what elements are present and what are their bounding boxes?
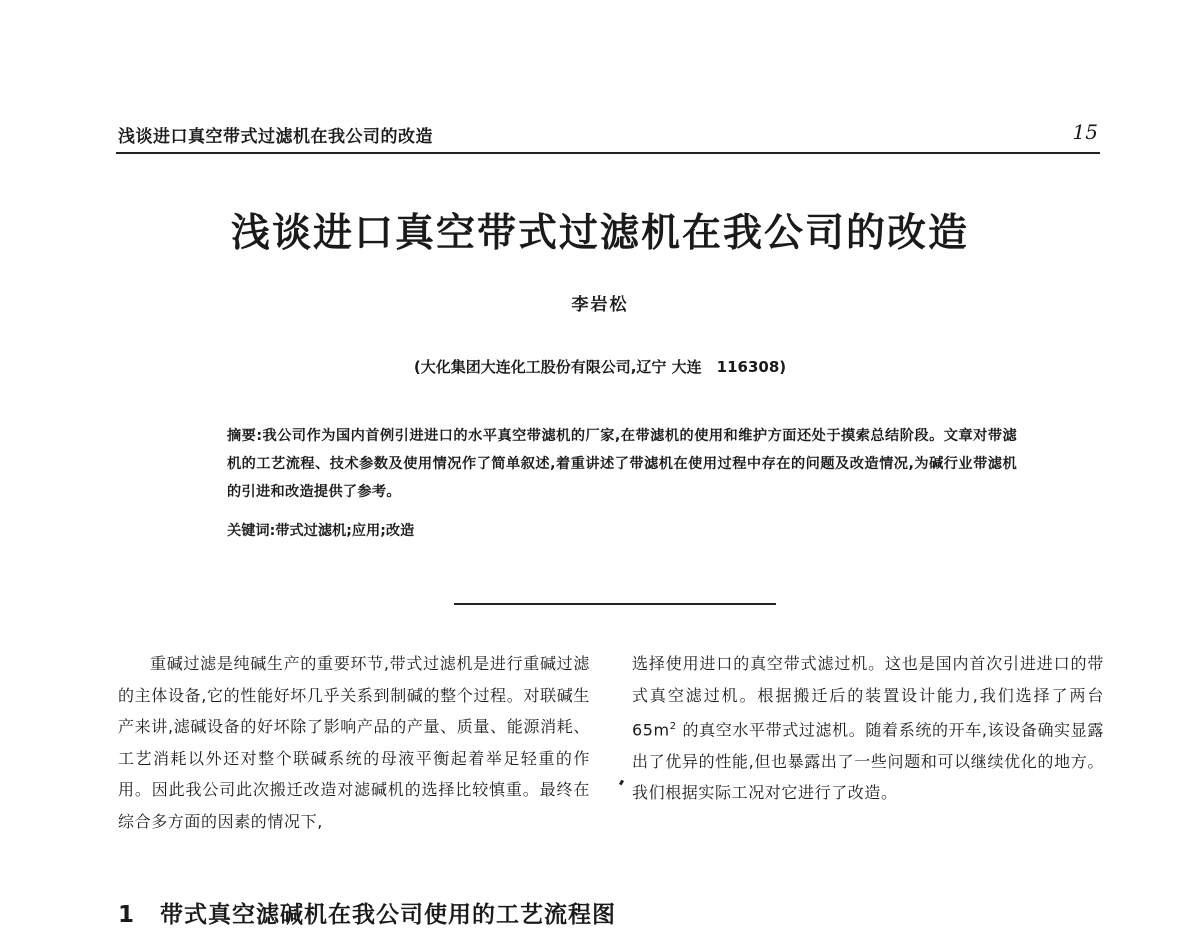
article-title: 浅谈进口真空带式过滤机在我公司的改造: [230, 210, 969, 256]
keywords-text: 带式过滤机;应用;改造: [275, 523, 415, 539]
running-head: [118, 122, 1100, 146]
body-paragraph-left: 重碱过滤是纯碱生产的重要环节,带式过滤机是进行重碱过滤的主体设备,它的性能好坏几乎关系到制碱的整个过程。对联碱生产来讲,滤碱设备的好坏除了影响产品的产量、质量、能源消耗、工艺消耗以外还对整个联碱系统的母液平衡起着举足轻重的作用。因此我公司此次搬迁改造对滤碱机的选择比较慎重。最终在综合多方面的因素的情况下,: [118, 654, 590, 831]
superscript-2: 2: [669, 721, 677, 732]
body-paragraph-right: [632, 648, 1104, 809]
page-number: 15: [1072, 120, 1098, 144]
body-column-left: [118, 648, 590, 837]
body-column-right: [632, 648, 1104, 809]
section-heading: [118, 896, 616, 929]
section-number: 1: [118, 902, 136, 928]
author-name: 李岩松: [571, 295, 629, 315]
section-title: 带式真空滤碱机在我公司使用的工艺流程图: [160, 902, 616, 928]
abstract-text: 我公司作为国内首例引进进口的水平真空带滤机的厂家,在带滤机的使用和维护方面还处于摸索总结阶段。文章对带滤机的工艺流程、技术参数及使用情况作了简单叙述,着重讲述了带滤机在使用过程中存在的问题及改造情况,为碱行业带滤机的引进和改造提供了参考。: [227, 428, 1017, 500]
scan-speck: [619, 780, 624, 786]
running-head-title: 浅谈进口真空带式过滤机在我公司的改造: [118, 127, 433, 147]
keywords: [227, 520, 1017, 540]
author-affiliation: (大化集团大连化工股份有限公司,辽宁 大连 116308): [413, 358, 787, 376]
abstract: [227, 422, 1017, 506]
section-separator: [454, 603, 776, 605]
abstract-label: 摘要:: [227, 428, 263, 444]
body-text-part-2: 的真空水平带式过滤机。随着系统的开车,该设备确实显露出了优异的性能,但也暴露出了一些问题和可以继续优化的地方。我们根据实际工况对它进行了改造。: [632, 720, 1104, 803]
body-text-part-1: 选择使用进口的真空带式滤过机。这也是国内首次引进进口的带式真空滤过机。根据搬迁后的装置设计能力,我们选择了两台 65m: [632, 654, 1104, 740]
keywords-label: 关键词:: [227, 523, 276, 539]
header-rule: [116, 152, 1100, 154]
